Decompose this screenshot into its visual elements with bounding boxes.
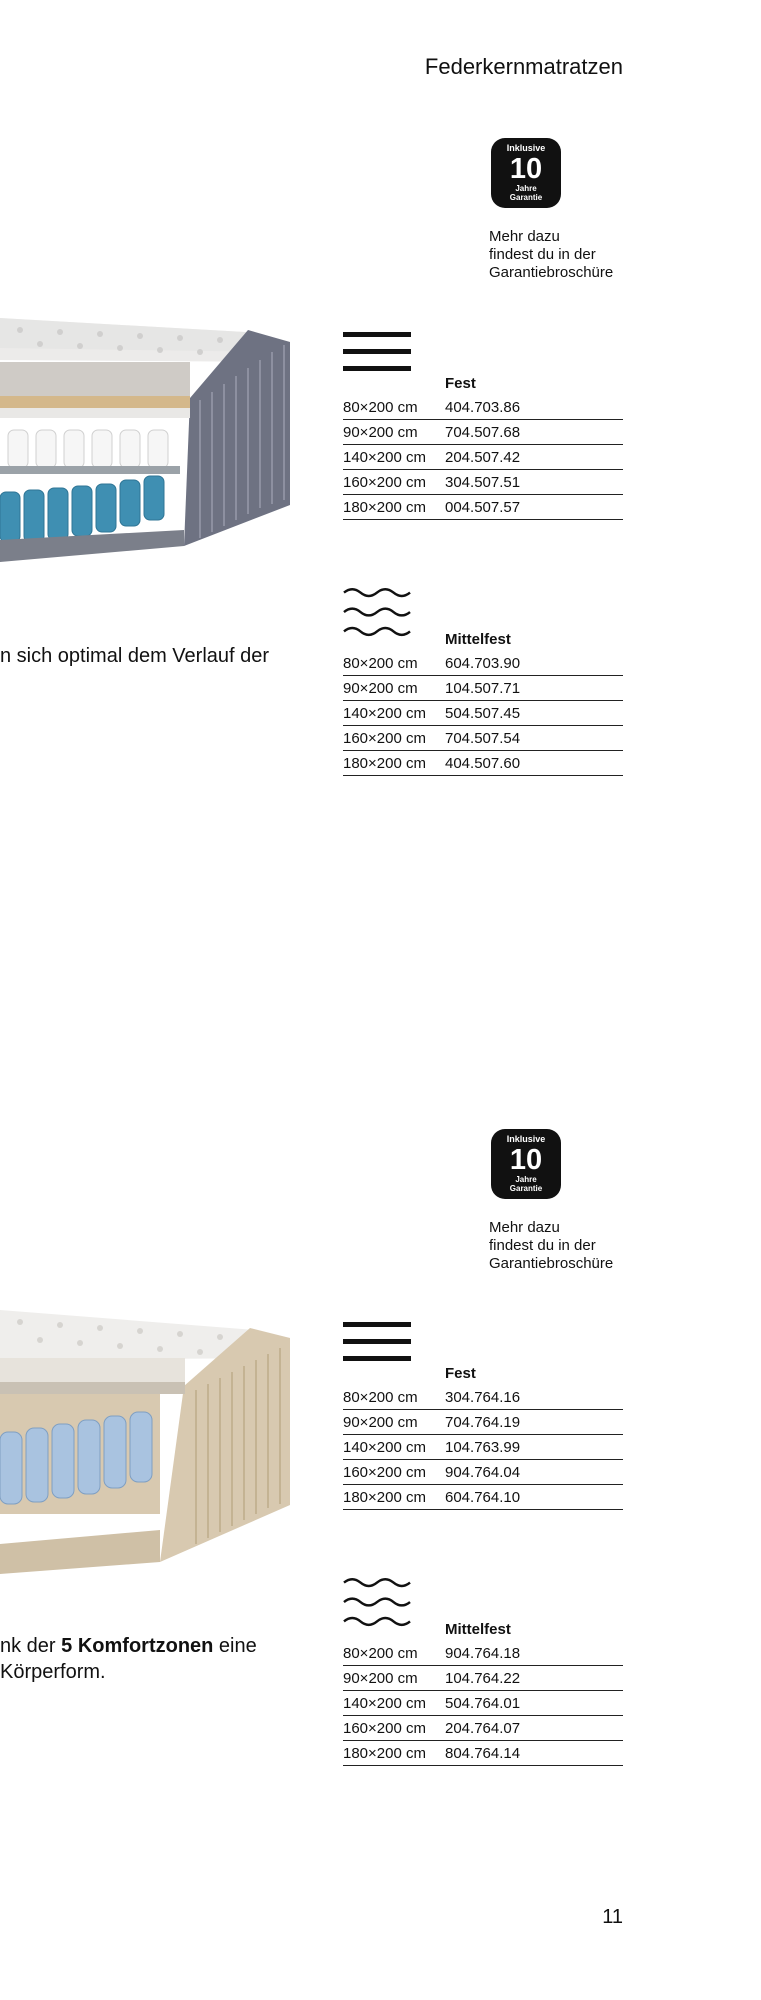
table-row — [343, 1666, 623, 1691]
table-row — [343, 701, 623, 726]
note-line: findest du in der — [489, 246, 596, 263]
article-number: 604.764.10 — [445, 1488, 521, 1506]
article-number: 004.507.57 — [445, 498, 521, 516]
table-row — [343, 1691, 623, 1716]
table-row — [343, 1716, 623, 1741]
guarantee-note — [489, 1219, 649, 1273]
badge-top-text: Inklusive — [506, 143, 546, 153]
firmness-table-fest — [343, 1363, 623, 1510]
article-number: 604.703.90 — [445, 654, 521, 672]
description-line: n sich optimal dem Verlauf der — [0, 645, 270, 667]
note-line: Garantiebroschüre — [489, 1255, 614, 1272]
description-line — [0, 1633, 257, 1659]
table-row — [343, 1741, 623, 1766]
article-number: 304.507.51 — [445, 473, 521, 491]
description-text: eine — [213, 1635, 257, 1657]
table-row — [343, 1485, 623, 1510]
badge-bottom-text: Garantie — [509, 193, 543, 202]
article-number: 804.764.14 — [445, 1744, 521, 1762]
size-cell: 90×200 cm — [343, 679, 418, 697]
badge-bottom-text: Garantie — [509, 1184, 543, 1193]
note-line: Mehr dazu — [489, 228, 560, 245]
article-number: 104.764.22 — [445, 1669, 521, 1687]
product-description — [0, 643, 269, 669]
table-row — [343, 1385, 623, 1410]
table-row — [343, 1435, 623, 1460]
page-number: 11 — [602, 1906, 623, 1928]
firmness-table-mittelfest — [343, 1619, 623, 1766]
article-number: 404.703.86 — [445, 398, 521, 416]
table-title: Fest — [445, 1365, 476, 1382]
badge-number: 10 — [509, 1144, 543, 1176]
size-cell: 180×200 cm — [343, 754, 426, 772]
pocket-spring-mattress-image — [0, 1300, 300, 1580]
page-title: Federkernmatratzen — [424, 54, 623, 79]
size-cell: 80×200 cm — [343, 398, 418, 416]
badge-mid-text: Jahre — [515, 184, 537, 193]
article-number: 404.507.60 — [445, 754, 521, 772]
spring-mattress-image — [0, 300, 300, 580]
table-row — [343, 1641, 623, 1666]
table-row — [343, 420, 623, 445]
size-cell: 180×200 cm — [343, 498, 426, 516]
note-line: Garantiebroschüre — [489, 264, 614, 281]
table-row — [343, 1460, 623, 1485]
article-number: 104.763.99 — [445, 1438, 521, 1456]
firmness-table-fest — [343, 373, 623, 520]
size-cell: 180×200 cm — [343, 1488, 426, 1506]
article-number: 704.764.19 — [445, 1413, 521, 1431]
description-bold-text: 5 Komfortzonen — [61, 1635, 214, 1657]
size-cell: 140×200 cm — [343, 1694, 426, 1712]
size-cell: 160×200 cm — [343, 473, 426, 491]
size-cell: 80×200 cm — [343, 1388, 418, 1406]
guarantee-badge — [491, 138, 561, 208]
table-row — [343, 470, 623, 495]
badge-number: 10 — [509, 153, 543, 185]
size-cell: 160×200 cm — [343, 1719, 426, 1737]
article-number: 504.507.45 — [445, 704, 521, 722]
article-number: 504.764.01 — [445, 1694, 521, 1712]
badge-mid-text: Jahre — [515, 1175, 537, 1184]
size-cell: 80×200 cm — [343, 1644, 418, 1662]
note-line: findest du in der — [489, 1237, 596, 1254]
guarantee-note — [489, 228, 649, 282]
table-title: Mittelfest — [445, 1621, 511, 1638]
badge-top-text: Inklusive — [506, 1134, 546, 1144]
size-cell: 160×200 cm — [343, 729, 426, 747]
table-row — [343, 676, 623, 701]
table-row — [343, 751, 623, 776]
size-cell: 180×200 cm — [343, 1744, 426, 1762]
article-number: 704.507.68 — [445, 423, 521, 441]
table-title: Fest — [445, 375, 476, 392]
guarantee-badge — [491, 1129, 561, 1199]
article-number: 704.507.54 — [445, 729, 521, 747]
article-number: 904.764.04 — [445, 1463, 521, 1481]
table-row — [343, 1410, 623, 1435]
article-number: 904.764.18 — [445, 1644, 521, 1662]
firmness-table-mittelfest — [343, 629, 623, 776]
table-title: Mittelfest — [445, 631, 511, 648]
table-row — [343, 651, 623, 676]
product-description — [0, 1633, 257, 1685]
table-row — [343, 495, 623, 520]
size-cell: 90×200 cm — [343, 1413, 418, 1431]
size-cell: 140×200 cm — [343, 1438, 426, 1456]
size-cell: 140×200 cm — [343, 704, 426, 722]
size-cell: 80×200 cm — [343, 654, 418, 672]
size-cell: 140×200 cm — [343, 448, 426, 466]
note-line: Mehr dazu — [489, 1219, 560, 1236]
article-number: 204.507.42 — [445, 448, 521, 466]
description-line: Körperform. — [0, 1661, 106, 1683]
size-cell: 160×200 cm — [343, 1463, 426, 1481]
table-row — [343, 726, 623, 751]
table-row — [343, 395, 623, 420]
article-number: 204.764.07 — [445, 1719, 521, 1737]
size-cell: 90×200 cm — [343, 423, 418, 441]
size-cell: 90×200 cm — [343, 1669, 418, 1687]
article-number: 304.764.16 — [445, 1388, 521, 1406]
table-row — [343, 445, 623, 470]
article-number: 104.507.71 — [445, 679, 521, 697]
description-text: nk der — [0, 1635, 62, 1657]
